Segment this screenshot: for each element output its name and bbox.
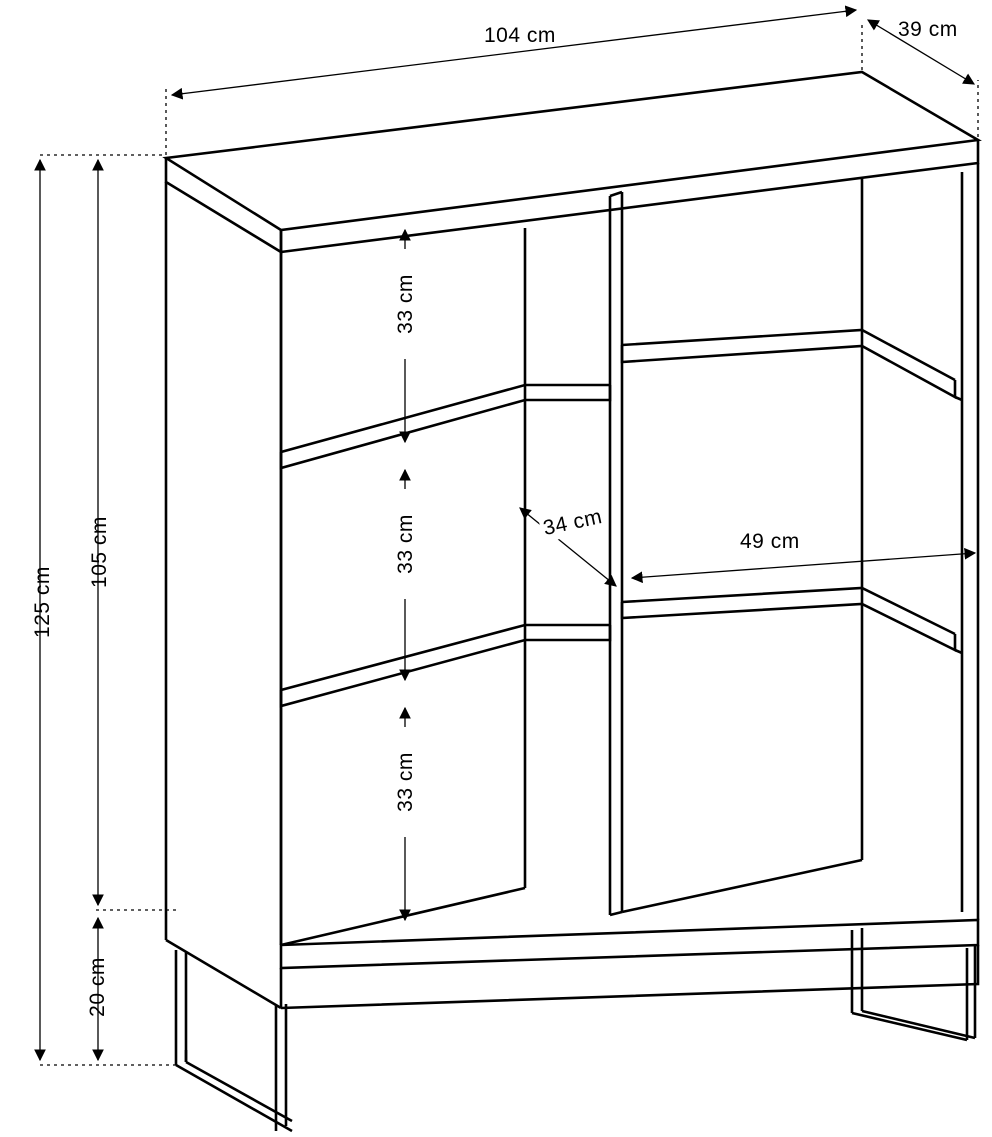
cabinet-outline (166, 72, 978, 1008)
dimension-label-shelf-gap-bottom: 33 cm (392, 727, 420, 837)
dimension-label-shelf-gap-top: 33 cm (392, 249, 420, 359)
dimension-label-depth-total: 39 cm (898, 18, 958, 41)
dimension-label-height-legs: 20 cm (86, 957, 109, 1017)
dimension-label-height-body: 105 cm (88, 516, 111, 588)
dimension-label-compartment-left: 34 cm (538, 503, 608, 542)
dimension-label-shelf-gap-middle: 33 cm (392, 489, 420, 599)
dimension-label-height-total: 125 cm (31, 566, 54, 638)
dimension-label-compartment-right: 49 cm (740, 530, 800, 553)
dimension-label-width-total: 104 cm (484, 24, 556, 47)
